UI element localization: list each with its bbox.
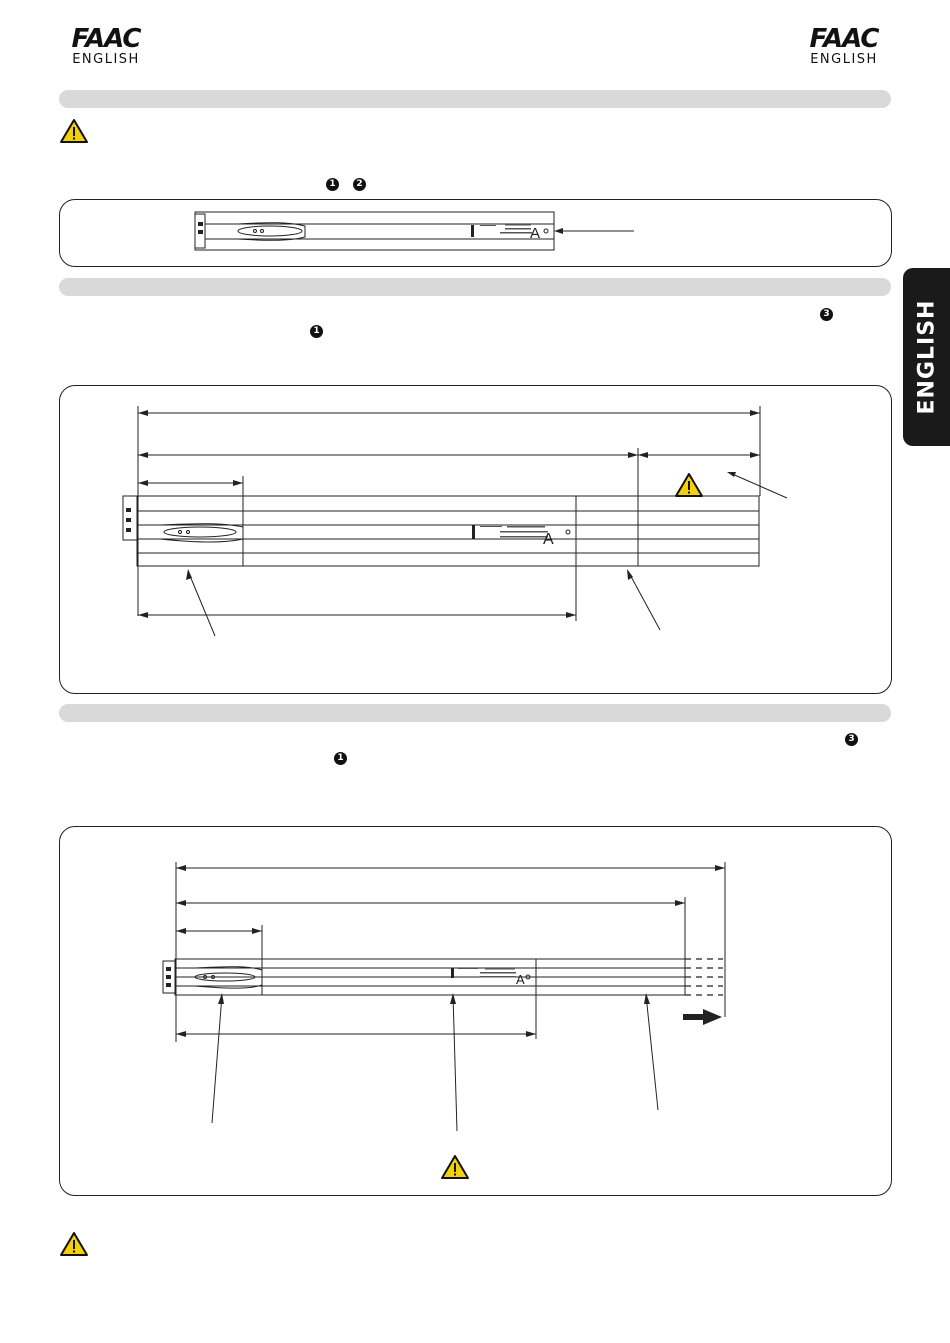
side-tab-label: ENGLISH	[914, 299, 939, 415]
faac-logo-left	[58, 26, 154, 68]
arrow-right-icon	[683, 1009, 722, 1025]
reference-bullet-1: 1	[334, 752, 347, 765]
language-side-tab	[903, 268, 950, 446]
reference-bullet-3: 3	[845, 733, 858, 746]
reference-bullet-1: 1	[310, 325, 323, 338]
figure-panel-1	[59, 199, 892, 267]
reference-bullet-2: 2	[353, 178, 366, 191]
section-bar-1	[59, 90, 891, 108]
brand-name: FAAC	[809, 24, 879, 54]
figure-panel-3	[59, 826, 892, 1196]
warning-triangle-icon	[59, 118, 89, 144]
header-language: ENGLISH	[72, 52, 140, 67]
drawing-letter: A	[543, 531, 554, 548]
reference-bullet-1: 1	[326, 178, 339, 191]
header-language: ENGLISH	[810, 52, 878, 67]
figure-panel-2	[59, 385, 892, 694]
section-bar-2	[59, 278, 891, 296]
warning-triangle-icon	[442, 1156, 468, 1178]
boom-drawing-extension	[60, 827, 891, 1195]
boom-drawing-single	[60, 200, 891, 266]
section-bar-3	[59, 704, 891, 722]
warning-triangle-icon	[676, 474, 702, 496]
faac-logo-right	[796, 26, 892, 68]
warning-triangle-icon	[59, 1231, 89, 1257]
drawing-letter: A	[530, 225, 541, 242]
drawing-letter: A	[516, 972, 525, 987]
reference-bullet-3: 3	[820, 308, 833, 321]
boom-drawing-extended	[60, 386, 891, 693]
brand-name: FAAC	[71, 24, 141, 54]
